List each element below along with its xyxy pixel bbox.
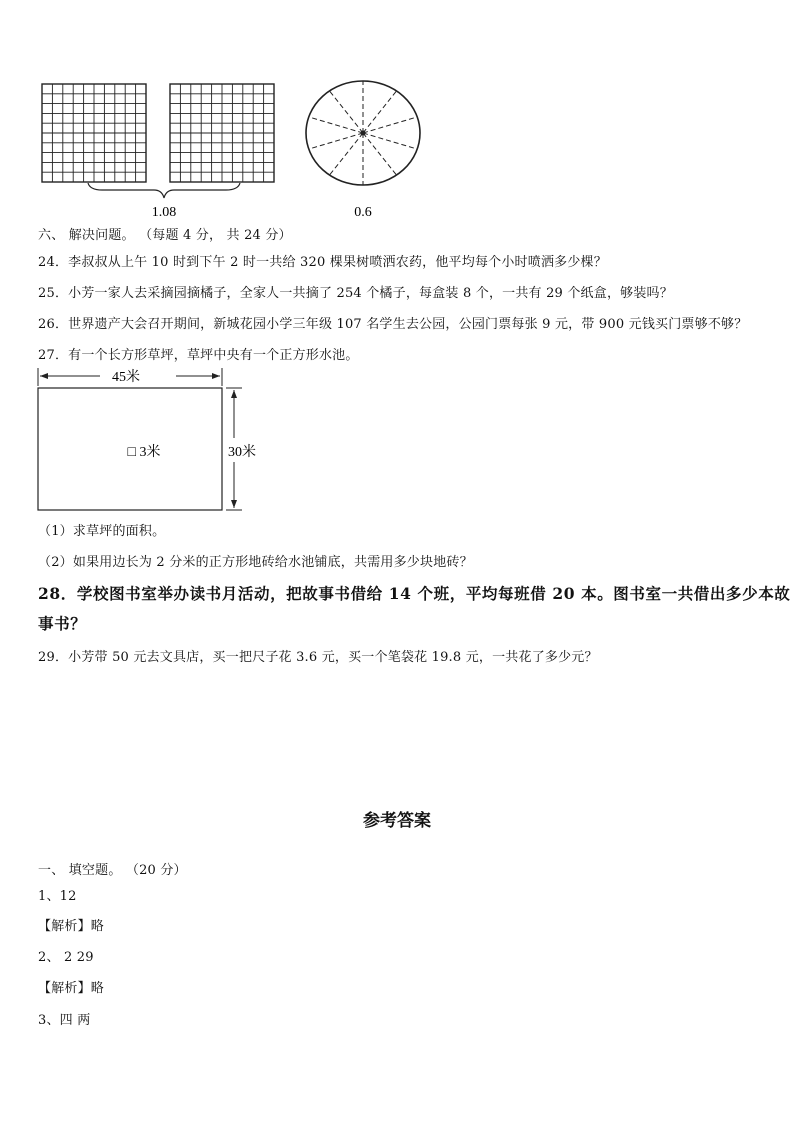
question-28-line1: 28．学校图书室举办读书月活动，把故事书借给 14 个班，平均每班借 20 本。图书室一共借出多少本故 bbox=[38, 584, 791, 603]
answer-2: 2、 2 29 bbox=[38, 950, 94, 965]
section-six-heading: 六、 解决问题。 （每题 4 分， 共 24 分） bbox=[38, 228, 292, 243]
answers-title: 参考答案 bbox=[363, 811, 431, 831]
decimal-figures bbox=[30, 78, 440, 223]
question-25: 25．小芳一家人去采摘园摘橘子，全家人一共摘了 254 个橘子，每盒装 8 个，一共有 29 个纸盒，够装吗？ bbox=[38, 286, 673, 301]
arrowhead-left bbox=[40, 373, 48, 379]
question-27-part2: （2）如果用边长为 2 分米的正方形地砖给水池铺底，共需用多少块地砖？ bbox=[38, 555, 473, 570]
answer-1-note: 【解析】略 bbox=[38, 919, 105, 934]
circle-value-label: 0.6 bbox=[354, 205, 372, 220]
question-29: 29．小芳带 50 元去文具店，买一把尺子花 3.6 元，买一个笔袋花 19.8 元，一共花了多少元？ bbox=[38, 650, 598, 665]
hundred-grid-right bbox=[170, 84, 274, 182]
answer-1: 1、12 bbox=[38, 889, 77, 904]
lawn-width-label: 45米 bbox=[112, 370, 140, 385]
question-26: 26．世界遗产大会召开期间，新城花园小学三年级 107 名学生去公园，公园门票每张 9 元，带 900 元钱买门票够不够？ bbox=[38, 317, 748, 332]
brace bbox=[88, 183, 240, 198]
question-24: 24．李叔叔从上午 10 时到下午 2 时一共给 320 棵果树喷洒农药，他平均每个小时喷洒多少棵？ bbox=[38, 255, 607, 270]
arrowhead-bottom bbox=[231, 500, 237, 508]
question-27-part1: （1）求草坪的面积。 bbox=[38, 524, 166, 539]
question-28-line2: 事书？ bbox=[38, 614, 87, 633]
pie-dividers bbox=[309, 81, 417, 185]
hundred-grid-left bbox=[42, 84, 146, 182]
arrowhead-top bbox=[231, 390, 237, 398]
grid-value-label: 1.08 bbox=[151, 205, 177, 220]
arrowhead-right bbox=[212, 373, 220, 379]
answer-3: 3、四 两 bbox=[38, 1013, 91, 1028]
lawn-diagram bbox=[30, 364, 270, 516]
answer-2-note: 【解析】略 bbox=[38, 981, 105, 996]
pool-label: □ 3米 bbox=[127, 445, 161, 460]
answers-section-one: 一、 填空题。 （20 分） bbox=[38, 863, 187, 878]
lawn-height-label: 30米 bbox=[228, 445, 256, 460]
question-27: 27．有一个长方形草坪，草坪中央有一个正方形水池。 bbox=[38, 348, 359, 363]
